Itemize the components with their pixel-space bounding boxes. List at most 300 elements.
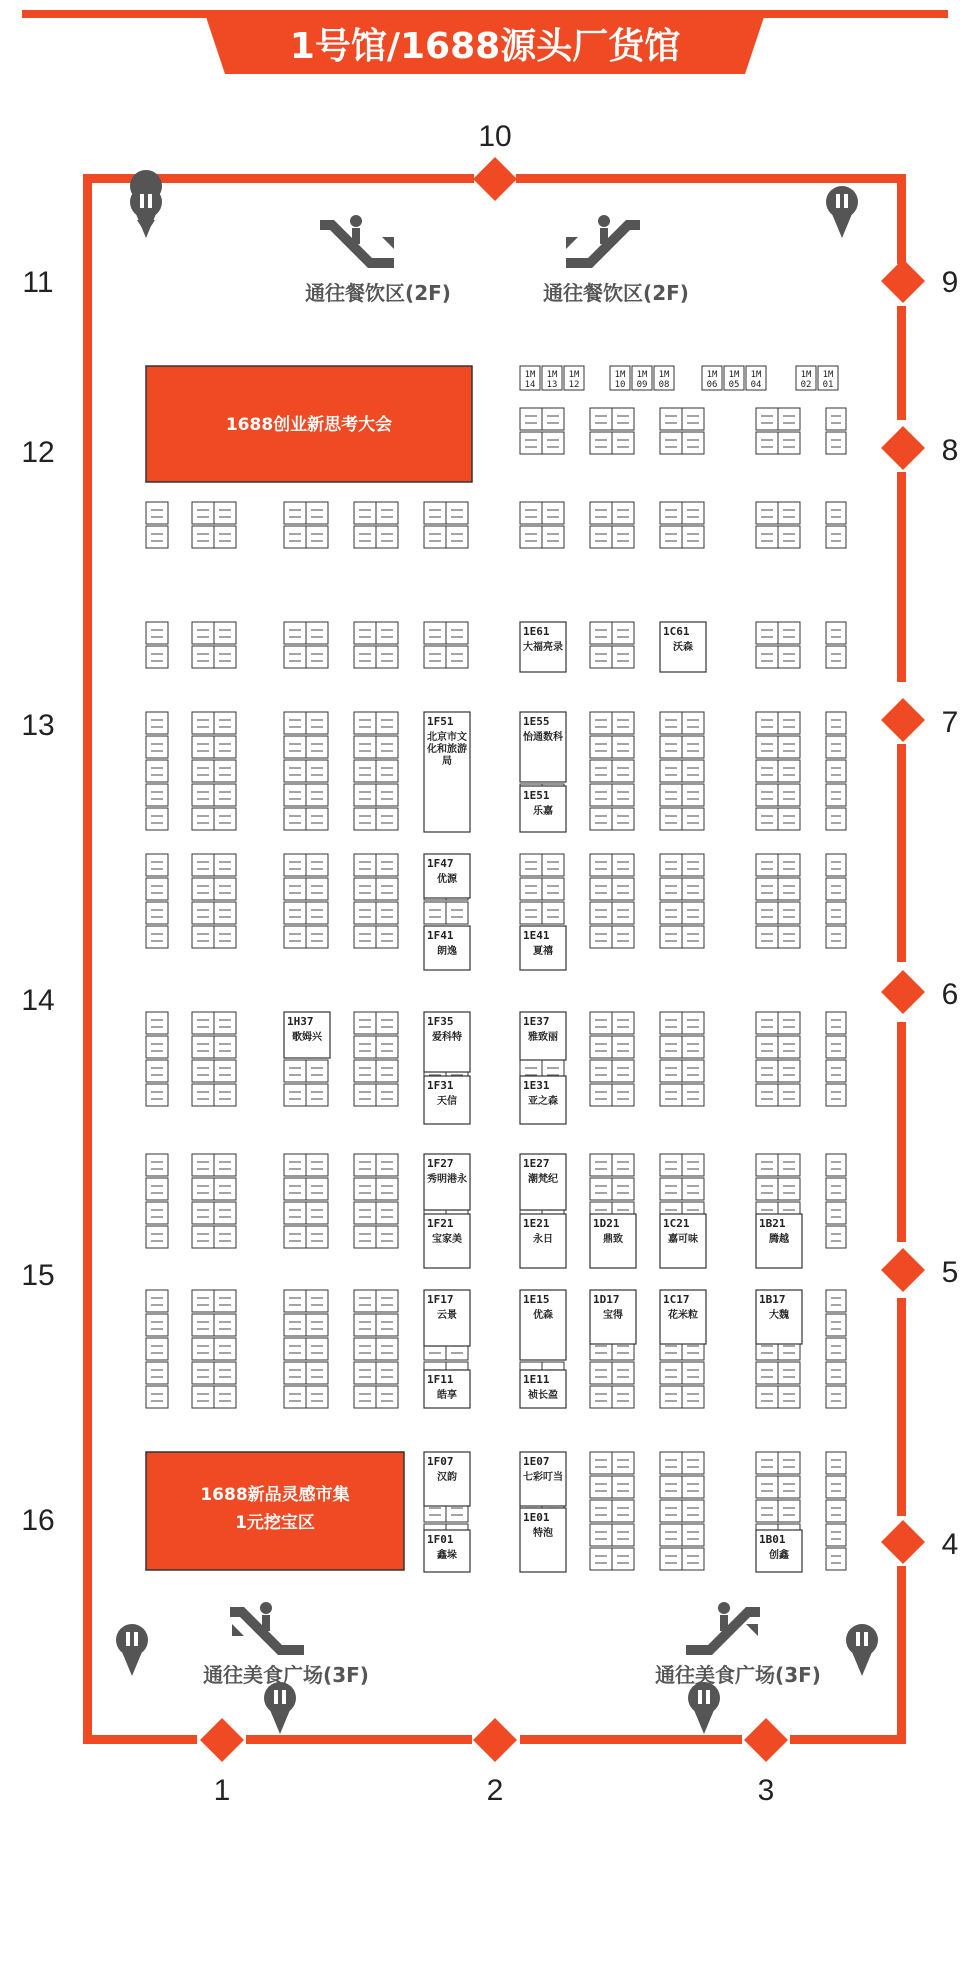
booth-cell[interactable] — [660, 1362, 704, 1384]
named-booth[interactable] — [424, 1370, 470, 1408]
booth[interactable] — [542, 366, 562, 390]
booth-cell[interactable] — [354, 1084, 398, 1106]
booth-cell[interactable] — [826, 712, 846, 734]
restroom-icon[interactable] — [116, 1624, 148, 1676]
booth-cell[interactable] — [520, 878, 564, 900]
named-booth[interactable] — [520, 1290, 566, 1360]
booth-cell[interactable] — [590, 432, 634, 454]
named-booth[interactable] — [424, 1076, 470, 1124]
booth-cell[interactable] — [146, 1084, 168, 1106]
booth-cell[interactable] — [660, 1178, 704, 1200]
booth-cell[interactable] — [284, 902, 328, 924]
booth-cell[interactable] — [192, 926, 236, 948]
booth-cell[interactable] — [520, 432, 564, 454]
booth-cell[interactable] — [146, 712, 168, 734]
booth-cell[interactable] — [354, 646, 398, 668]
booth-cell[interactable] — [284, 1178, 328, 1200]
named-booth[interactable] — [424, 1530, 470, 1572]
named-booth[interactable] — [424, 1290, 470, 1346]
booth-cell[interactable] — [826, 926, 846, 948]
booth-cell[interactable] — [354, 1178, 398, 1200]
escalator-icon[interactable] — [320, 215, 394, 268]
booth-cell[interactable] — [192, 1362, 236, 1384]
booth-cell[interactable] — [354, 1290, 398, 1312]
booth-cell[interactable] — [424, 622, 468, 644]
exit-marker-icon[interactable] — [744, 1718, 788, 1762]
booth-cell[interactable] — [826, 1060, 846, 1082]
booth-name: 祯长盈 — [528, 1390, 558, 1401]
named-booth[interactable] — [424, 854, 470, 898]
escalator-icon[interactable] — [686, 1602, 760, 1655]
booth-cell[interactable] — [192, 1314, 236, 1336]
booth-cell[interactable] — [354, 1202, 398, 1224]
booth-cell[interactable] — [756, 622, 800, 644]
booth-cell[interactable] — [146, 1386, 168, 1408]
booth-cell[interactable] — [826, 854, 846, 876]
booth-cell[interactable] — [146, 878, 168, 900]
restroom-icon[interactable] — [688, 1682, 720, 1734]
booth-cell[interactable] — [284, 502, 328, 524]
booth-cell[interactable] — [756, 1500, 800, 1522]
booth-cell[interactable] — [520, 854, 564, 876]
booth-cell[interactable] — [660, 432, 704, 454]
booth-cell[interactable] — [284, 526, 328, 548]
booth-cell[interactable] — [284, 1338, 328, 1360]
booth-cell[interactable] — [826, 622, 846, 644]
booth-cell[interactable] — [756, 854, 800, 876]
booth-cell[interactable] — [284, 736, 328, 758]
named-booth[interactable] — [590, 1214, 636, 1268]
booth[interactable] — [746, 366, 766, 390]
booth-cell[interactable] — [756, 1452, 800, 1474]
booth-cell[interactable] — [284, 1154, 328, 1176]
booth-cell[interactable] — [826, 1154, 846, 1176]
booth-cell[interactable] — [660, 1012, 704, 1034]
booth-cell[interactable] — [826, 1036, 846, 1058]
booth-cell[interactable] — [424, 902, 468, 924]
forum-label: 1688创业新思考大会 — [225, 415, 393, 435]
booth-cell[interactable] — [192, 1290, 236, 1312]
booth-cell[interactable] — [826, 1476, 846, 1498]
booth-cell[interactable] — [590, 1524, 634, 1546]
booth-cell[interactable] — [192, 736, 236, 758]
booth-cell[interactable] — [192, 784, 236, 806]
restroom-icon[interactable] — [264, 1682, 296, 1734]
booth-cell[interactable] — [284, 1202, 328, 1224]
booth-cell[interactable] — [424, 646, 468, 668]
booth-cell[interactable] — [660, 1084, 704, 1106]
booth-cell[interactable] — [192, 646, 236, 668]
booth-cell[interactable] — [826, 1226, 846, 1248]
named-booth[interactable] — [424, 1452, 470, 1506]
booth-cell[interactable] — [826, 1548, 846, 1570]
booth-cell[interactable] — [756, 1476, 800, 1498]
booth-cell[interactable] — [826, 1362, 846, 1384]
booth-cell[interactable] — [424, 502, 468, 524]
booth-cell[interactable] — [192, 760, 236, 782]
booth-cell[interactable] — [660, 808, 704, 830]
booth-cell[interactable] — [826, 1524, 846, 1546]
booth-cell[interactable] — [590, 712, 634, 734]
booth-cell[interactable] — [284, 760, 328, 782]
booth-cell[interactable] — [826, 784, 846, 806]
named-booth[interactable] — [520, 1214, 566, 1268]
booth-cell[interactable] — [520, 408, 564, 430]
booth-cell[interactable] — [660, 1500, 704, 1522]
booth-cell[interactable] — [354, 1362, 398, 1384]
named-booth[interactable] — [756, 1214, 802, 1268]
exit-marker-icon[interactable] — [881, 1520, 925, 1564]
booth-cell[interactable] — [284, 622, 328, 644]
named-booth[interactable] — [424, 1214, 470, 1268]
booth-cell[interactable] — [826, 1500, 846, 1522]
booth[interactable] — [520, 366, 540, 390]
booth-cell[interactable] — [826, 1314, 846, 1336]
booth-cell[interactable] — [590, 526, 634, 548]
booth-cell[interactable] — [146, 1314, 168, 1336]
booth-cell[interactable] — [284, 808, 328, 830]
exit-marker-icon[interactable] — [881, 1248, 925, 1292]
booth-cell[interactable] — [826, 736, 846, 758]
booth-cell[interactable] — [826, 902, 846, 924]
exit-marker-icon[interactable] — [881, 259, 925, 303]
booth-cell[interactable] — [756, 878, 800, 900]
booth-cell[interactable] — [354, 1154, 398, 1176]
booth-cell[interactable] — [590, 736, 634, 758]
exit-marker-icon[interactable] — [200, 1718, 244, 1762]
booth-cell[interactable] — [756, 1362, 800, 1384]
booth-cell[interactable] — [826, 1338, 846, 1360]
booth-cell[interactable] — [284, 784, 328, 806]
booth-cell[interactable] — [590, 902, 634, 924]
booth-cell[interactable] — [756, 1386, 800, 1408]
booth-cell[interactable] — [284, 926, 328, 948]
booth-cell[interactable] — [590, 1012, 634, 1034]
booth-cell[interactable] — [146, 1226, 168, 1248]
booth[interactable] — [632, 366, 652, 390]
booth[interactable] — [702, 366, 722, 390]
booth-cell[interactable] — [590, 784, 634, 806]
booth-cell[interactable] — [146, 854, 168, 876]
booth-cell[interactable] — [192, 1178, 236, 1200]
booth-cell[interactable] — [146, 1290, 168, 1312]
booth-cell[interactable] — [146, 808, 168, 830]
exit-marker-icon[interactable] — [473, 1718, 517, 1762]
booth-cell[interactable] — [520, 502, 564, 524]
booth-cell[interactable] — [192, 526, 236, 548]
booth-cell[interactable] — [284, 878, 328, 900]
named-booth[interactable] — [520, 1076, 566, 1124]
booth-cell[interactable] — [660, 712, 704, 734]
booth-cell[interactable] — [284, 1290, 328, 1312]
booth[interactable] — [654, 366, 674, 390]
named-booth[interactable] — [660, 622, 706, 672]
booth-cell[interactable] — [660, 1386, 704, 1408]
booth-cell[interactable] — [284, 1084, 328, 1106]
booth-cell[interactable] — [354, 1012, 398, 1034]
booth-cell[interactable] — [354, 622, 398, 644]
named-booth[interactable] — [520, 712, 566, 782]
booth-cell[interactable] — [146, 1060, 168, 1082]
booth-cell[interactable] — [192, 808, 236, 830]
booth-cell[interactable] — [192, 1084, 236, 1106]
booth-cell[interactable] — [354, 502, 398, 524]
booth-cell[interactable] — [756, 526, 800, 548]
named-booth[interactable] — [520, 926, 566, 970]
booth-cell[interactable] — [660, 736, 704, 758]
booth-cell[interactable] — [354, 902, 398, 924]
booth-cell[interactable] — [424, 526, 468, 548]
booth-cell[interactable] — [590, 622, 634, 644]
exit-marker-icon[interactable] — [473, 157, 517, 201]
booth-cell[interactable] — [826, 1012, 846, 1034]
booth-cell[interactable] — [590, 1084, 634, 1106]
booth-cell[interactable] — [756, 432, 800, 454]
booth-cell[interactable] — [520, 526, 564, 548]
booth-cell[interactable] — [284, 1060, 328, 1082]
booth-cell[interactable] — [354, 808, 398, 830]
booth-cell[interactable] — [826, 432, 846, 454]
exit-number: 14 — [21, 984, 55, 1017]
booth-cell[interactable] — [354, 854, 398, 876]
booth-cell[interactable] — [660, 926, 704, 948]
booth-code: 1H37 — [287, 1015, 314, 1028]
restroom-icon[interactable] — [130, 170, 162, 238]
exit-number: 7 — [941, 706, 959, 739]
booth-cell[interactable] — [354, 712, 398, 734]
booth-cell[interactable] — [660, 854, 704, 876]
booth-cell[interactable] — [354, 760, 398, 782]
booth-cell[interactable] — [756, 736, 800, 758]
booth-cell[interactable] — [192, 1226, 236, 1248]
booth-cell[interactable] — [192, 1036, 236, 1058]
booth-cell[interactable] — [756, 646, 800, 668]
booth-cell[interactable] — [192, 712, 236, 734]
booth-cell[interactable] — [354, 1060, 398, 1082]
booth-cell[interactable] — [520, 902, 564, 924]
booth-cell[interactable] — [660, 408, 704, 430]
booth-cell[interactable] — [826, 1178, 846, 1200]
booth-cell[interactable] — [146, 1012, 168, 1034]
booth-cell[interactable] — [354, 878, 398, 900]
booth-cell[interactable] — [146, 1036, 168, 1058]
booth-cell[interactable] — [590, 1154, 634, 1176]
booth-cell[interactable] — [354, 526, 398, 548]
booth-cell[interactable] — [826, 646, 846, 668]
booth-cell[interactable] — [146, 646, 168, 668]
booth[interactable] — [796, 366, 816, 390]
booth-cell[interactable] — [192, 1386, 236, 1408]
booth-cell[interactable] — [756, 1084, 800, 1106]
escalator-icon[interactable] — [230, 1602, 304, 1655]
named-booth[interactable] — [520, 1452, 566, 1506]
booth-cell[interactable] — [660, 1476, 704, 1498]
booth-cell[interactable] — [146, 902, 168, 924]
booth-cell[interactable] — [146, 1178, 168, 1200]
booth-cell[interactable] — [826, 1202, 846, 1224]
booth-code: 1F17 — [427, 1293, 454, 1306]
booth-cell[interactable] — [590, 1548, 634, 1570]
booth-cell[interactable] — [756, 408, 800, 430]
escalator-icon[interactable] — [566, 215, 640, 268]
booth-cell[interactable] — [146, 784, 168, 806]
booth-cell[interactable] — [146, 622, 168, 644]
booth-cell[interactable] — [354, 784, 398, 806]
booth-cell[interactable] — [660, 502, 704, 524]
booth-cell[interactable] — [826, 526, 846, 548]
booth-cell[interactable] — [660, 1060, 704, 1082]
booth-cell[interactable] — [590, 878, 634, 900]
booth-cell[interactable] — [284, 646, 328, 668]
booth-name: 怡通数科 — [523, 732, 563, 743]
booth-cell[interactable] — [192, 1338, 236, 1360]
booth-cell[interactable] — [192, 1060, 236, 1082]
booth-cell[interactable] — [590, 1500, 634, 1522]
booth-cell[interactable] — [192, 622, 236, 644]
booth[interactable] — [610, 366, 630, 390]
booth-cell[interactable] — [660, 878, 704, 900]
booth-cell[interactable] — [826, 1452, 846, 1474]
booth-cell[interactable] — [756, 808, 800, 830]
booth-cell[interactable] — [354, 1338, 398, 1360]
booth-cell[interactable] — [354, 1226, 398, 1248]
booth-cell[interactable] — [660, 1524, 704, 1546]
booth-cell[interactable] — [756, 712, 800, 734]
booth-cell[interactable] — [192, 502, 236, 524]
named-booth[interactable] — [660, 1214, 706, 1268]
booth-cell[interactable] — [756, 502, 800, 524]
booth-cell[interactable] — [826, 502, 846, 524]
restroom-icon[interactable] — [846, 1624, 878, 1676]
booth-cell[interactable] — [756, 1154, 800, 1176]
booth-cell[interactable] — [756, 760, 800, 782]
named-booth[interactable] — [424, 1012, 470, 1072]
booth-cell[interactable] — [146, 1362, 168, 1384]
booth-cell[interactable] — [590, 1362, 634, 1384]
booth-cell[interactable] — [756, 1012, 800, 1034]
booth-cell[interactable] — [590, 1060, 634, 1082]
booth-cell[interactable] — [192, 878, 236, 900]
booth-cell[interactable] — [192, 1012, 236, 1034]
booth-cell[interactable] — [354, 1386, 398, 1408]
booth-cell[interactable] — [660, 1154, 704, 1176]
booth-cell[interactable] — [354, 926, 398, 948]
booth-cell[interactable] — [590, 1178, 634, 1200]
booth-cell[interactable] — [660, 760, 704, 782]
booth-cell[interactable] — [590, 808, 634, 830]
booth-cell[interactable] — [660, 1548, 704, 1570]
booth-cell[interactable] — [192, 1154, 236, 1176]
booth-cell[interactable] — [756, 1178, 800, 1200]
booth-cell[interactable] — [826, 408, 846, 430]
exit-marker-icon[interactable] — [881, 426, 925, 470]
named-booth[interactable] — [424, 926, 470, 970]
booth-cell[interactable] — [590, 1036, 634, 1058]
named-booth[interactable] — [284, 1012, 330, 1058]
named-booth[interactable] — [756, 1290, 802, 1344]
named-booth[interactable] — [660, 1290, 706, 1344]
booth-cell[interactable] — [590, 1386, 634, 1408]
named-booth[interactable] — [520, 1012, 566, 1060]
booth-cell[interactable] — [756, 1036, 800, 1058]
booth-cell[interactable] — [590, 1452, 634, 1474]
booth-cell[interactable] — [192, 854, 236, 876]
booth-cell[interactable] — [826, 760, 846, 782]
booth-cell[interactable] — [146, 736, 168, 758]
booth-cell[interactable] — [284, 1226, 328, 1248]
booth-cell[interactable] — [660, 1452, 704, 1474]
booth-cell[interactable] — [756, 902, 800, 924]
booth-cell[interactable] — [660, 526, 704, 548]
booth-cell[interactable] — [590, 926, 634, 948]
booth-cell[interactable] — [146, 526, 168, 548]
booth-cell[interactable] — [284, 1386, 328, 1408]
named-booth[interactable] — [520, 1370, 566, 1408]
booth-cell[interactable] — [146, 1154, 168, 1176]
booth-cell[interactable] — [826, 1084, 846, 1106]
booth-cell[interactable] — [826, 1386, 846, 1408]
booth-cell[interactable] — [146, 1338, 168, 1360]
booth-cell[interactable] — [756, 784, 800, 806]
booth-cell[interactable] — [192, 902, 236, 924]
named-booth[interactable] — [424, 712, 470, 832]
market-area[interactable] — [146, 1452, 404, 1570]
booth-cell[interactable] — [192, 1202, 236, 1224]
restroom-icon[interactable] — [826, 186, 858, 238]
named-booth[interactable] — [756, 1530, 802, 1572]
booth[interactable] — [564, 366, 584, 390]
booth-cell[interactable] — [354, 736, 398, 758]
named-booth[interactable] — [590, 1290, 636, 1344]
booth-cell[interactable] — [590, 502, 634, 524]
booth-cell[interactable] — [146, 926, 168, 948]
booth-cell[interactable] — [284, 1362, 328, 1384]
booth-cell[interactable] — [146, 502, 168, 524]
booth-cell[interactable] — [146, 760, 168, 782]
named-booth[interactable] — [520, 1154, 566, 1210]
booth-cell[interactable] — [660, 784, 704, 806]
booth-cell[interactable] — [826, 1290, 846, 1312]
booth-cell[interactable] — [590, 854, 634, 876]
booth[interactable] — [818, 366, 838, 390]
named-booth[interactable] — [520, 786, 566, 832]
booth-cell[interactable] — [756, 926, 800, 948]
booth-cell[interactable] — [284, 854, 328, 876]
booth-cell[interactable] — [354, 1036, 398, 1058]
booth-cell[interactable] — [826, 808, 846, 830]
booth-cell[interactable] — [590, 408, 634, 430]
named-booth[interactable] — [520, 622, 566, 672]
named-booth[interactable] — [424, 1154, 470, 1210]
named-booth[interactable] — [520, 1508, 566, 1572]
booth-cell[interactable] — [660, 1036, 704, 1058]
booth[interactable] — [724, 366, 744, 390]
exit-marker-icon[interactable] — [881, 698, 925, 742]
booth-cell[interactable] — [756, 1060, 800, 1082]
booth-cell[interactable] — [590, 760, 634, 782]
booth-code: 1M — [658, 370, 670, 380]
booth-cell[interactable] — [660, 902, 704, 924]
booth-cell[interactable] — [354, 1314, 398, 1336]
exit-number: 16 — [21, 1504, 55, 1537]
booth-cell[interactable] — [284, 1314, 328, 1336]
booth-cell[interactable] — [284, 712, 328, 734]
booth-cell[interactable] — [826, 878, 846, 900]
booth-cell[interactable] — [590, 1476, 634, 1498]
booth-cell[interactable] — [146, 1202, 168, 1224]
booth-cell[interactable] — [590, 646, 634, 668]
exit-marker-icon[interactable] — [881, 970, 925, 1014]
